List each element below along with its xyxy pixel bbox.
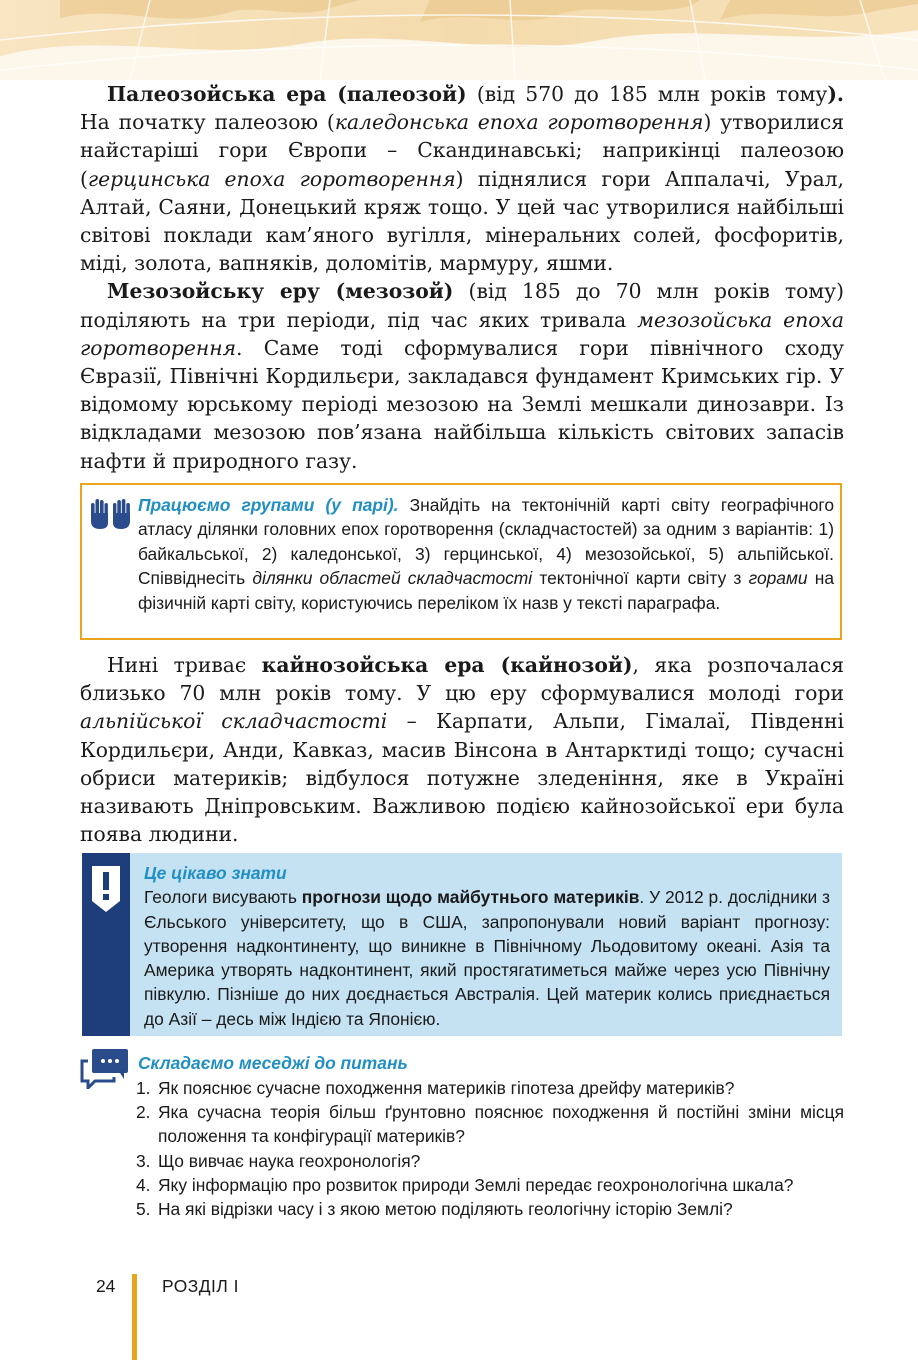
main-text — [80, 80, 844, 475]
interesting-fact-text: Це цікаво знати Геологи висувають прогнози щодо майбутнього материків. У 2012 р. дослідники з Єльського університету, що в США, запропонували новий варіант прогнозу: утворення надконтиненту, що виникне в Північному Льодовитому океані. Азія та Америка утворять надконтинент, який простягатиметься майже через усю Північну півкулю. Пізніше до них доєднається Австралія. Цей материк колись приєднається до Азії – десь між Індією та Японією. — [144, 863, 830, 1029]
group-task-heading: Працюємо групами (у парі). — [138, 495, 399, 515]
header-map-decoration — [0, 0, 918, 80]
info-side-bar — [82, 853, 130, 1036]
question-item: 1. Як пояснює сучасне походження материків гіпотеза дрейфу материків? — [136, 1078, 735, 1098]
paragraph-mesozoic: Мезозойську еру (мезозой) (від 185 до 70 млн років тому) поділяють на три періоди, під час яких тривала мезозойська епоха горотворення. Саме тоді сформувалися гори північного сходу Євразії, Північні Кордильєри, закладався фундамент Кримських гір. У відомому юрському періоді мезозою на Землі мешкали динозаври. Із відкладами мезозою пов’язана найбільша кількість світових запасів нафти й природного газу. — [80, 279, 844, 473]
speech-bubble-icon — [80, 1047, 130, 1089]
question-item: 2. Яка сучасна теорія більш ґрунтовно пояснює походження й постійні зміни місця положення та конфігурації материків? — [136, 1102, 844, 1147]
page-number: 24 — [96, 1276, 116, 1296]
cenozoic-text — [80, 651, 844, 848]
raised-hands-icon — [88, 497, 134, 531]
question-item: 3. Що вивчає наука геохронологія? — [136, 1150, 421, 1171]
question-item: 5. На які відрізки часу і з якою метою поділяють геологічну історію Землі? — [136, 1199, 733, 1220]
paragraph-cenozoic: Нині триває кайнозойська ера (кайнозой), яка розпочалася близько 70 млн років тому. У цю еру сформувалися молоді гори альпійської складчастості – Карпати, Альпи, Гімалаї, Південні Кордильєри, Анди, Кавказ, масив Вінсона в Антарктиді тощо; сучасні обриси материків; відбулося потужне зледеніння, яке в Україні називають Дніпровським. Важливою подією кайнозойської ери була поява людини. — [80, 653, 845, 847]
footer-accent-bar — [132, 1274, 137, 1360]
question-item: 4. Яку інформацію про розвиток природи Землі передає геохронологічна шкала? — [136, 1174, 794, 1195]
paragraph-paleozoic: Палеозойська ера (палеозой) (від 570 до 185 млн років тому). На початку палеозою (каледонська епоха горотворення) утворилися найстаріші гори Європи – Скандинавські; наприкінці палеозою (герцинська епоха горотворення) піднялися гори Аппалачі, Урал, Алтай, Саяни, Донецький кряж тощо. У цей час утворилися найбільші світові поклади кам’яного вугілля, мінеральних солей, фосфоритів, міді, золота, вапняків, доломітів, мармуру, яшми. — [80, 82, 844, 276]
questions-list — [136, 1076, 844, 1221]
exclamation-icon — [91, 865, 121, 913]
group-task-text: Працюємо групами (у парі). Знайдіть на тектонічній карті світу географічного атласу ділянки головних епох горотворення (складчастостей) за одним з варіантів: 1) байкальської, 2) каледонської, 3) герцинської, 4) мезозойської, 5) альпійської. Співвіднесіть ділянки областей складчастості тектонічної карти світу з горами на фізичній карті світу, користуючись переліком їх назв у тексті параграфа. — [138, 495, 835, 613]
group-task-box — [80, 483, 842, 640]
interesting-fact-box — [82, 853, 842, 1036]
interesting-fact-heading: Це цікаво знати — [144, 863, 287, 883]
questions-heading: Складаємо меседжі до питань — [138, 1053, 408, 1073]
section-label: РОЗДІЛ I — [162, 1276, 239, 1296]
